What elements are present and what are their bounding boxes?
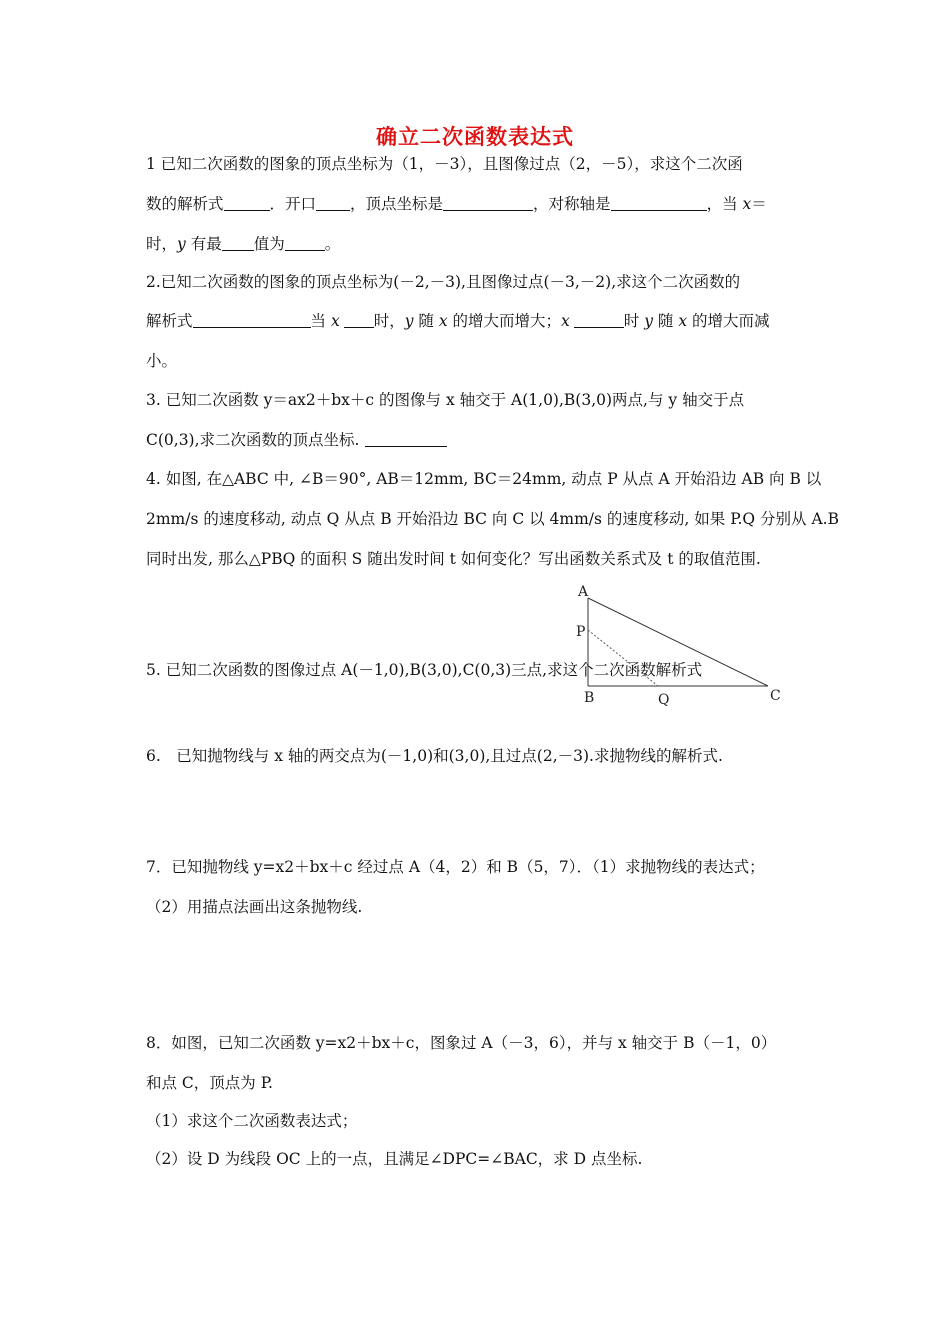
q1-var-y: y <box>177 235 186 253</box>
q2-var-y: y <box>644 312 653 330</box>
q2-line-2 <box>146 311 770 331</box>
label-b: B <box>584 690 595 706</box>
q1-text: ．开口 <box>269 195 317 213</box>
q3-line-1: 3. 已知二次函数 y＝ax2＋bx＋c 的图像与 x 轴交于 A(1,0),B(3,0)两点,与 y 轴交于点 <box>146 391 745 409</box>
q1-text: 值为 <box>253 235 285 253</box>
q7-line-1: 7．已知抛物线 y=x2＋bx＋c 经过点 A（4，2）和 B（5，7）．（1）求抛物线的表达式； <box>146 858 765 876</box>
q2-text: 的增大而增大； <box>447 312 562 330</box>
q2-text: 时 <box>623 312 645 330</box>
q2-line-1: 2.已知二次函数的图象的顶点坐标为(－2,－3),且图像过点(－3,－2),求这个二次函数的 <box>146 273 741 291</box>
q8-line-3: （1）求这个二次函数表达式； <box>146 1112 358 1130</box>
q1-text: 数的解析式 <box>146 195 224 213</box>
q7-line-2: （2）用描点法画出这条抛物线. <box>146 898 363 916</box>
q3-line-2 <box>146 430 447 450</box>
q8-line-2: 和点 C，顶点为 P. <box>146 1074 273 1092</box>
q4-line-1: 4. 如图, 在△ABC 中, ∠B＝90°, AB＝12mm, BC＝24mm, 动点 P 从点 A 开始沿边 AB 向 B 以 <box>146 470 822 488</box>
q2-text: 当 <box>310 312 331 330</box>
q3-text: C(0,3),求二次函数的顶点坐标. <box>146 431 360 449</box>
q1-text: ，顶点坐标是 <box>350 195 444 213</box>
q4-line-3: 同时出发, 那么△PBQ 的面积 S 随出发时间 t 如何变化？写出函数关系式及 t 的取值范围. <box>146 550 761 568</box>
q2-blank-increase[interactable] <box>344 313 374 328</box>
q8-line-4: （2）设 D 为线段 OC 上的一点，且满足∠DPC=∠BAC，求 D 点坐标. <box>146 1150 643 1168</box>
q6-line-1: 6. 已知抛物线与 x 轴的两交点为(－1,0)和(3,0),且过点(2,－3).求抛物线的解析式. <box>146 747 723 765</box>
label-q: Q <box>658 692 670 708</box>
label-p: P <box>576 624 586 640</box>
q1-line-3 <box>146 234 340 254</box>
q1-blank-value[interactable] <box>285 236 325 251</box>
q2-var-x: x <box>561 312 570 330</box>
q1-line-1: 1 已知二次函数的图象的顶点坐标为（1，－3），且图像过点（2，－5），求这个二次函 <box>146 155 743 173</box>
q1-blank-vertex[interactable] <box>443 196 533 211</box>
q1-text: 时， <box>146 235 178 253</box>
q2-var-x: x <box>678 312 688 330</box>
q2-blank-expression[interactable] <box>193 313 311 328</box>
q1-var-x: x <box>742 195 752 213</box>
q2-var-x: x <box>438 312 448 330</box>
q1-text: ，当 <box>706 195 743 213</box>
q2-text: 时， <box>373 312 405 330</box>
q1-line-2 <box>146 194 767 214</box>
q2-blank-decrease[interactable] <box>574 313 624 328</box>
q1-blank-axis[interactable] <box>611 196 707 211</box>
q2-var-x: x <box>330 312 340 330</box>
q1-blank-expression[interactable] <box>224 196 270 211</box>
q1-text: 有最 <box>185 235 222 253</box>
label-c: C <box>770 688 781 704</box>
q2-text: 解析式 <box>146 312 193 330</box>
q2-text: 的增大而减 <box>687 312 770 330</box>
q2-var-y: y <box>404 312 414 330</box>
q1-blank-extreme[interactable] <box>222 236 254 251</box>
q5-line-1: 5. 已知二次函数的图像过点 A(－1,0),B(3,0),C(0,3)三点,求这个二次函数解析式 <box>146 661 703 679</box>
q1-text: ，对称轴是 <box>533 195 611 213</box>
label-a: A <box>578 584 589 600</box>
q8-line-1: 8．如图，已知二次函数 y=x2＋bx＋c，图象过 A（－3，6），并与 x 轴交于 B（－1，0） <box>146 1034 777 1052</box>
q2-text: 随 <box>413 312 439 330</box>
q3-blank-vertex[interactable] <box>365 432 447 447</box>
q1-text: 。 <box>324 235 341 253</box>
q2-text: 随 <box>652 312 679 330</box>
q4-line-2: 2mm/s 的速度移动, 动点 Q 从点 B 开始沿边 BC 向 C 以 4mm/s 的速度移动, 如果 P.Q 分别从 A.B <box>146 510 839 528</box>
q2-line-3: 小。 <box>146 352 178 370</box>
q1-text: ＝ <box>751 195 767 213</box>
triangle-figure <box>560 580 800 710</box>
page-title: 确立二次函数表达式 <box>376 124 574 149</box>
q1-blank-opening[interactable] <box>316 196 350 211</box>
